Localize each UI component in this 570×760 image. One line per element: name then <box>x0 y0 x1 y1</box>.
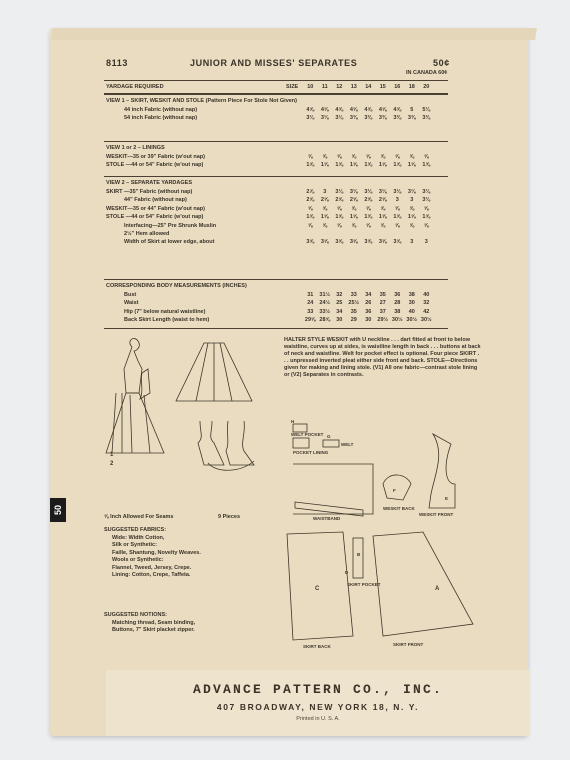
table-cell: 30 <box>336 317 343 324</box>
piece-count: 9 Pieces <box>218 514 241 520</box>
table-cell: ⅝ <box>351 154 357 160</box>
table-cell: 27 <box>379 300 386 307</box>
welt-pocket-shape <box>293 424 307 432</box>
table-cell: 3⅛ <box>422 189 431 195</box>
table-cell: 36 <box>394 292 401 298</box>
table-row-label: Width of Skirt at lower edge, about <box>124 239 215 246</box>
table-cell: 4⅝ <box>320 107 329 113</box>
table-cell: 3⅛ <box>378 189 387 195</box>
table-cell: 38 <box>394 308 401 315</box>
table-row <box>303 189 434 195</box>
table-cell: 3⅛ <box>335 189 344 195</box>
table-cell: ⅝ <box>365 222 371 229</box>
skirt-front-shape <box>373 532 473 636</box>
table-cell: 31 <box>307 292 314 298</box>
front-view-arm-shape <box>140 369 150 399</box>
pattern-description: HALTER STYLE WESKIT with U neckline . . . dart fitted at front to below waistline, curves up at sides, is waistline length in back . . . buttons at back of neck and waistline. Welt for pocket effect is optional. Four piece SKIRT . . . unpressed inverted pleat either side front and back. STOLE—Directions given for making and lining stole. (V1) All one fabric—contrast stole lining or (V2) Separates in contrasts. <box>284 337 481 378</box>
table-cell: 2⅞ <box>306 189 315 195</box>
yardage-label: YARDAGE REQUIRED <box>106 84 164 90</box>
table-cell: 3⅛ <box>364 189 373 195</box>
table-cell: ⅝ <box>394 205 400 212</box>
skirt-pocket-shape <box>353 538 363 578</box>
letter-d: D <box>345 570 349 575</box>
welt-label: WELT <box>341 442 354 447</box>
table-cell: 25 <box>336 300 343 307</box>
table-cell: 28 <box>394 300 401 307</box>
table-cell: 3⅜ <box>407 115 416 122</box>
size-badge: 50 <box>50 498 66 522</box>
table-cell: 2⅝ <box>320 197 329 204</box>
size-cell: 18 <box>408 84 415 90</box>
table-cell: ⅝ <box>307 205 313 212</box>
header-rule <box>104 80 448 81</box>
table-cell: 30½ <box>420 317 432 324</box>
table-cell: ⅝ <box>394 222 400 229</box>
table-cell: 4⅝ <box>364 107 373 113</box>
table-cell: 1⅝ <box>306 162 315 169</box>
view-number-2: 2 <box>110 461 114 467</box>
pocket-lining-label: POCKET LINING <box>293 450 329 455</box>
view1-rule <box>104 94 448 95</box>
size-cell: 13 <box>350 84 357 90</box>
size-cell: 12 <box>336 84 343 90</box>
measurements-heading: CORRESPONDING BODY MEASUREMENTS (INCHES) <box>106 283 247 289</box>
table-cell: 3⅜ <box>422 115 431 122</box>
view1or2-heading: VIEW 1 or 2 – LININGS <box>106 145 165 151</box>
view2-rule <box>104 176 448 177</box>
notions-list <box>104 620 274 635</box>
table-cell: 29⅝ <box>304 317 316 324</box>
table-row <box>303 206 434 212</box>
view-number-1: 1 <box>110 452 114 458</box>
price: 50¢ <box>433 58 450 68</box>
table-cell: 3⅛ <box>306 115 315 122</box>
table-cell: 2⅝ <box>364 197 373 204</box>
size-cell: 10 <box>307 84 314 90</box>
envelope-flap-footer <box>106 670 530 736</box>
waistband-label: WAISTBAND <box>313 516 341 521</box>
table-cell: 25½ <box>348 300 360 307</box>
table-cell: ⅝ <box>423 205 429 212</box>
table-cell: 1⅝ <box>407 162 416 169</box>
table-cell: 26 <box>365 300 372 307</box>
table-row-label: SKIRT —35" Fabric (without nap) <box>106 189 193 195</box>
table-cell: 1⅝ <box>364 214 373 221</box>
notions-heading: SUGGESTED NOTIONS: <box>104 612 167 618</box>
table-cell: ⅝ <box>365 205 371 212</box>
table-cell: 2⅝ <box>378 197 387 204</box>
size-cell: 11 <box>321 84 328 90</box>
skirt-front-label: SKIRT FRONT <box>393 642 424 647</box>
table-cell: ⅝ <box>307 154 313 160</box>
table-cell: 3⅝ <box>349 239 358 246</box>
table-cell: 3⅛ <box>335 115 344 122</box>
suggested-notions <box>104 612 274 635</box>
pattern-number: 8113 <box>106 58 128 68</box>
table-row <box>303 197 434 203</box>
table-cell: ⅝ <box>423 154 429 160</box>
table-row <box>303 292 434 298</box>
table-cell: 1⅝ <box>364 162 373 169</box>
table-row <box>303 300 434 306</box>
table-cell: 3⅜ <box>393 115 402 122</box>
table-cell: ⅝ <box>409 154 415 160</box>
table-cell: ⅝ <box>336 154 342 160</box>
company-address: 407 BROADWAY, NEW YORK 18, N. Y. <box>216 702 420 712</box>
table-row-label: 44 inch Fabric (without nap) <box>124 107 198 113</box>
view1or2-rule <box>104 141 448 142</box>
table-cell: 29 <box>350 317 357 324</box>
table-cell: 3⅜ <box>349 115 358 122</box>
table-cell: ⅝ <box>365 154 371 160</box>
weskit-front-label: WESKIT FRONT <box>419 512 454 517</box>
table-cell: 32 <box>336 292 343 298</box>
letter-f: F <box>393 488 396 493</box>
table-cell: 40 <box>408 308 415 315</box>
table-row <box>303 239 434 245</box>
table-cell: ⅝ <box>351 222 357 229</box>
table-cell: 2⅝ <box>335 197 344 204</box>
table-row-label: 54 inch Fabric (without nap) <box>124 115 198 122</box>
table-cell: ⅝ <box>409 222 415 229</box>
table-cell: 31½ <box>319 292 331 298</box>
view1-heading: VIEW 1 – SKIRT, WESKIT AND STOLE (Pattern Piece For Stole Not Given) <box>106 98 298 104</box>
letter-c: C <box>315 586 320 592</box>
skirt-pocket-label: SKIRT POCKET <box>347 582 381 587</box>
table-cell: 1⅝ <box>335 162 344 169</box>
table-cell: 3 <box>323 189 327 195</box>
table-cell: 30½ <box>391 317 403 324</box>
table-cell: 4⅝ <box>349 107 358 113</box>
table-row <box>303 154 434 160</box>
weskit-flat-shape <box>198 421 224 465</box>
size-cell: 14 <box>365 84 372 90</box>
table-row <box>303 107 434 113</box>
table-cell: 3⅛ <box>393 189 402 195</box>
table-row <box>303 223 434 229</box>
table-cell: 3 <box>424 239 428 246</box>
table-cell: 33½ <box>319 308 331 315</box>
size-cell: 20 <box>423 84 430 90</box>
table-cell: 1⅝ <box>349 162 358 169</box>
size-label: SIZE <box>286 84 299 90</box>
table-cell: 24½ <box>319 300 331 307</box>
table-cell: 1⅝ <box>393 162 402 169</box>
table-cell: 3⅛ <box>349 189 358 195</box>
measurements-rule <box>104 279 448 280</box>
company-name: ADVANCE PATTERN CO., INC. <box>192 682 444 697</box>
list-item: Buttons, 7" Skirt placket zipper. <box>112 627 195 633</box>
table-row-label: 44" Fabric (without nap) <box>124 197 187 204</box>
table-cell: 5⅛ <box>422 107 431 113</box>
table-cell: 4⅝ <box>306 107 315 113</box>
list-item: Faille, Shantung, Novelty Weaves. <box>112 549 201 556</box>
table-cell: 3⅛ <box>407 189 416 195</box>
suggested-fabrics <box>104 527 274 580</box>
table-cell: 40 <box>423 292 430 298</box>
skirt-back-shape <box>287 532 353 640</box>
table-cell: ⅝ <box>322 154 328 160</box>
table-cell: 36 <box>365 308 372 315</box>
pattern-title: JUNIOR AND MISSES' SEPARATES <box>190 58 358 68</box>
table-cell: 1⅝ <box>378 214 387 221</box>
table-cell: 3⅛ <box>422 197 431 204</box>
table-cell: ⅝ <box>423 222 429 229</box>
table-cell: 30 <box>365 317 372 324</box>
table-row-label: Hip (7" below natural waistline) <box>124 308 206 315</box>
welt-shape <box>323 440 339 447</box>
weskit-back-shape <box>383 475 411 500</box>
table-row-label: Interfacing—25" Pre Shrunk Muslin <box>124 222 217 229</box>
skirt-back-label: SKIRT BACK <box>303 644 331 649</box>
table-cell: 1⅝ <box>335 214 344 221</box>
table-row <box>303 115 434 121</box>
table-cell: 1⅝ <box>407 214 416 221</box>
table-cell: 33 <box>307 308 314 315</box>
pocket-lining-shape <box>293 438 309 448</box>
seam-allowance: ⅝ Inch Allowed For Seams <box>104 514 174 520</box>
table-cell: 1⅝ <box>349 214 358 221</box>
letter-h: H <box>291 419 295 424</box>
table-cell: 34 <box>365 292 372 298</box>
table-row-label: 2½" Hem allowed <box>124 231 170 237</box>
table-row <box>303 309 434 315</box>
pattern-layout-diagram <box>283 414 489 650</box>
table-cell: 2⅝ <box>349 197 358 204</box>
letter-a: A <box>435 586 440 592</box>
table-cell: ⅝ <box>409 205 415 212</box>
table-cell: 4⅝ <box>335 107 344 113</box>
table-cell: 28⅝ <box>319 317 331 324</box>
table-cell: 35 <box>350 308 357 315</box>
table-row-label: Waist <box>124 300 139 307</box>
table-cell: ⅝ <box>380 205 386 212</box>
table-cell: 37 <box>379 308 386 315</box>
table-cell: 35 <box>379 292 386 298</box>
table-cell: ⅝ <box>351 205 357 212</box>
table-cell: 3 <box>410 197 414 204</box>
table-row <box>303 162 434 168</box>
table-row <box>303 214 434 220</box>
table-cell: ⅝ <box>322 205 328 212</box>
table-cell: 3⅛ <box>320 115 329 122</box>
table-cell: 38 <box>408 292 415 298</box>
fabrics-heading: SUGGESTED FABRICS: <box>104 527 167 533</box>
table-cell: ⅝ <box>322 222 328 229</box>
table-row <box>303 317 434 323</box>
list-item: Matching thread, Seam binding, <box>112 619 196 626</box>
table-cell: 3⅝ <box>378 239 387 246</box>
table-cell: ⅝ <box>394 154 400 160</box>
table-cell: 24 <box>307 300 314 307</box>
table-cell: 1⅝ <box>320 162 329 169</box>
weskit-back-label: WESKIT BACK <box>383 506 415 511</box>
table-cell: ⅝ <box>307 222 313 229</box>
list-item: Flannel, Tweed, Jersey, Crepe. <box>112 564 192 571</box>
table-cell: 1⅝ <box>422 162 431 169</box>
table-row-label: WESKIT—35 or 39" Fabric (w'out nap) <box>106 154 205 160</box>
table-cell: 3 <box>410 239 414 246</box>
table-cell: 4⅝ <box>393 107 402 113</box>
table-cell: 32 <box>423 300 430 307</box>
canada-price: IN CANADA 60¢ <box>406 70 448 76</box>
table-cell: 3⅝ <box>335 239 344 246</box>
table-cell: 29½ <box>377 317 389 324</box>
table-cell: 3⅜ <box>378 115 387 122</box>
table-cell: 3⅝ <box>393 239 402 246</box>
table-cell: 2⅝ <box>306 197 315 204</box>
table-cell: 4⅝ <box>378 107 387 113</box>
table-row-label: WESKIT—35 or 44" Fabric (w'out nap) <box>106 205 205 212</box>
table-cell: 3⅝ <box>306 239 315 246</box>
table-cell: ⅝ <box>336 222 342 229</box>
table-row-label: STOLE —44 or 54" Fabric (w'out nap) <box>106 162 204 169</box>
table-cell: 1⅝ <box>306 214 315 221</box>
table-cell: ⅝ <box>380 154 386 160</box>
list-item: Lining: Cotton, Crepe, Taffeta. <box>112 572 191 578</box>
table-cell: 3⅜ <box>364 115 373 122</box>
letter-g: G <box>327 434 331 439</box>
table-row-label: Bust <box>124 292 137 298</box>
back-view-bodice-shape <box>124 339 142 393</box>
table-row-label: STOLE —44 or 54" Fabric (w'out nap) <box>106 214 204 221</box>
table-cell: 3⅝ <box>320 239 329 246</box>
table-end-rule <box>104 328 448 329</box>
table-cell: 33 <box>350 292 357 298</box>
size-cell: 16 <box>394 84 401 90</box>
table-cell: 34 <box>336 308 343 315</box>
table-cell: 5 <box>410 107 414 113</box>
table-cell: 1⅝ <box>422 214 431 221</box>
printed-in: Printed in U. S. A. <box>296 716 340 722</box>
view2-heading: VIEW 2 – SEPARATE YARDAGES <box>106 180 192 186</box>
list-item: Wide: Width Cotton, <box>112 534 165 541</box>
table-cell: 42 <box>423 308 430 315</box>
table-cell: ⅝ <box>380 222 386 229</box>
fabrics-list <box>104 535 274 580</box>
table-cell: 1⅝ <box>320 214 329 221</box>
weskit-front-shape <box>429 434 455 508</box>
letter-e: E <box>445 496 449 501</box>
table-cell: 3⅝ <box>364 239 373 246</box>
list-item: Wools or Synthetic: <box>112 557 164 563</box>
table-cell: 1⅝ <box>378 162 387 169</box>
welt-pocket-label: WELT POCKET <box>291 432 324 437</box>
list-item: Silk or Synthetic: <box>112 542 157 548</box>
letter-b: B <box>357 552 361 557</box>
back-view-skirt-shape <box>106 393 164 453</box>
table-cell: 30½ <box>406 317 418 324</box>
table-cell: ⅝ <box>336 205 342 212</box>
size-row <box>303 84 434 90</box>
table-cell: 30 <box>408 300 415 307</box>
table-cell: 1⅝ <box>393 214 402 221</box>
table-cell: 3 <box>395 197 399 204</box>
table-row-label: Back Skirt Length (waist to hem) <box>124 317 210 324</box>
size-cell: 15 <box>379 84 386 90</box>
